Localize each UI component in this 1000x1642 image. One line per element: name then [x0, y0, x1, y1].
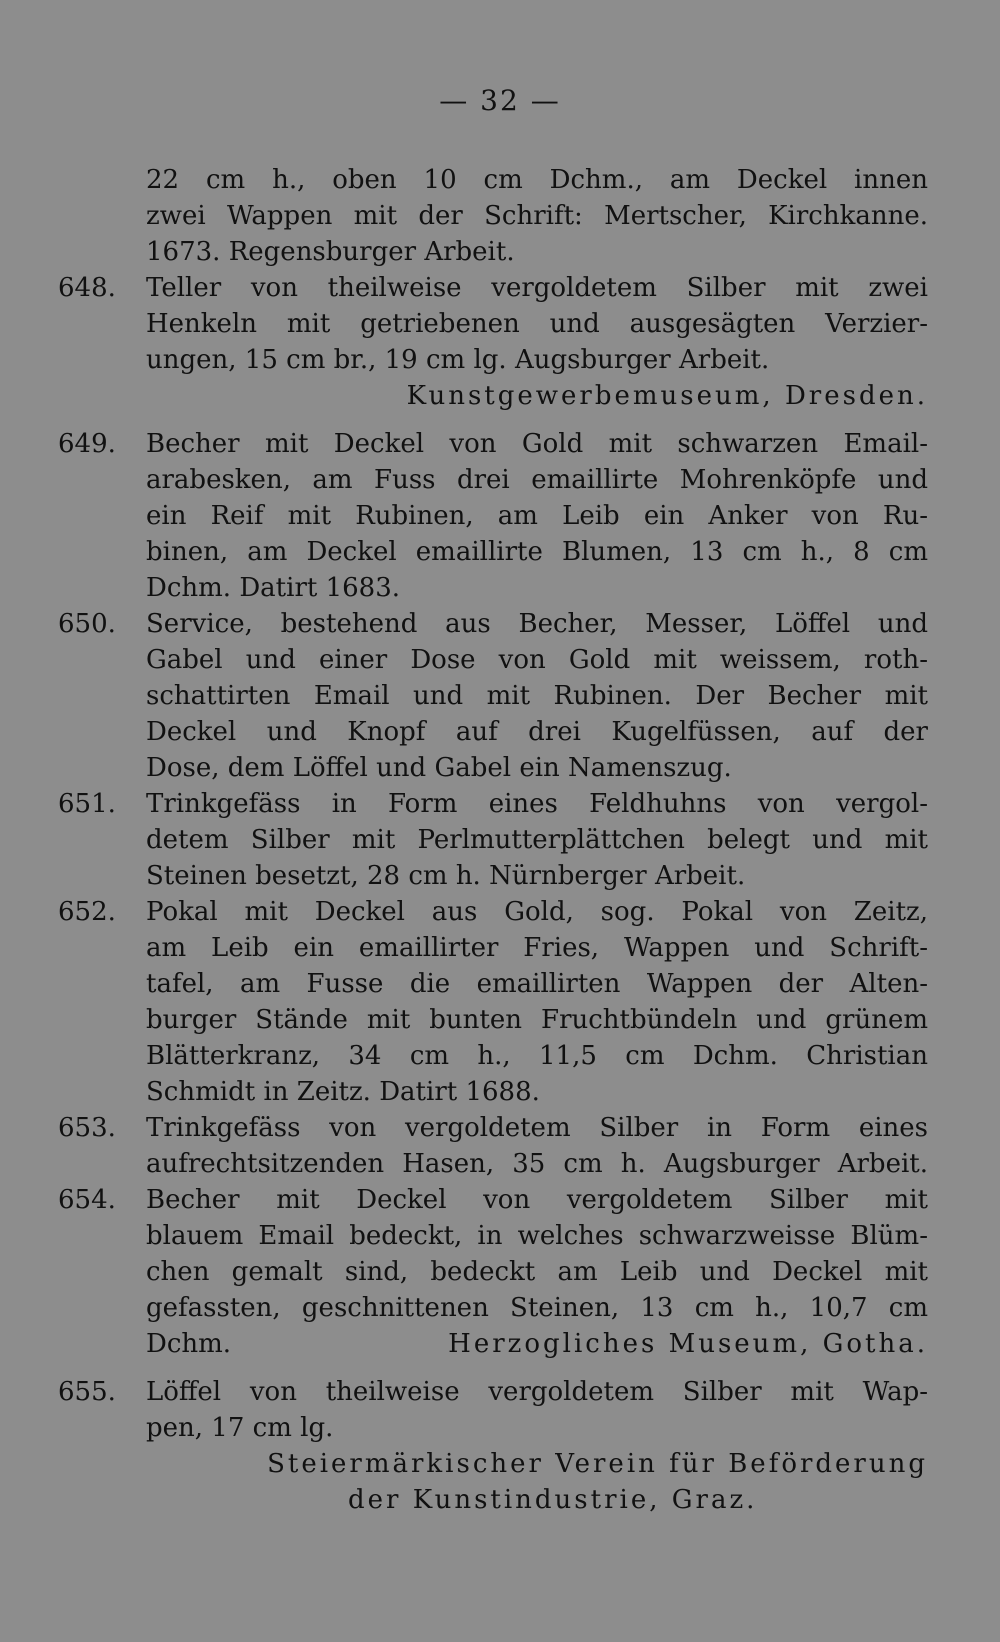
entry-number: 652.: [58, 897, 116, 927]
collection-credit: Steiermärkischer Verein für Beförderung: [267, 1449, 928, 1479]
text-line: ungen, 15 cm br., 19 cm lg. Augsburger Arbeit.: [146, 345, 770, 375]
text-line: tafel, am Fusse die emaillirten Wappen der Alten-: [146, 969, 928, 999]
entry-text: Becher mit Deckel von Gold mit schwarzen Email-: [146, 429, 928, 459]
text-line: arabesken, am Fuss drei emaillirte Mohrenköpfe und: [146, 465, 928, 495]
entry-number: 648.: [58, 273, 116, 303]
text-line: chen gemalt sind, bedeckt am Leib und Deckel mit: [146, 1257, 928, 1287]
text-line: zwei Wappen mit der Schrift: Mertscher, Kirchkanne.: [146, 201, 928, 231]
entry-text: Becher mit Deckel von vergoldetem Silber mit: [146, 1185, 928, 1215]
entry-gap: [58, 1362, 928, 1374]
entry-number: 655.: [58, 1377, 116, 1407]
text-line: [58, 894, 928, 930]
collection-credit: Kunstgewerbemuseum, Dresden.: [406, 381, 928, 411]
text-line: ein Reif mit Rubinen, am Leib ein Anker von Ru-: [146, 501, 928, 531]
text-line: Henkeln mit getriebenen und ausgesägten Verzier-: [146, 309, 928, 339]
text-line: Schmidt in Zeitz. Datirt 1688.: [146, 1077, 540, 1107]
text-line: detem Silber mit Perlmutterplättchen belegt und mit: [146, 825, 928, 855]
text-line: [58, 1110, 928, 1146]
text-line: [58, 1374, 928, 1410]
entry-number: 650.: [58, 609, 116, 639]
collection-credit: Herzogliches Museum, Gotha.: [448, 1329, 928, 1359]
catalog-entries: [58, 162, 928, 1518]
text-line: schattirten Email und mit Rubinen. Der Becher mit: [146, 681, 928, 711]
text-line: [58, 1326, 928, 1362]
collection-credit: der Kunstindustrie, Graz.: [348, 1485, 758, 1515]
text-line: gefassten, geschnittenen Steinen, 13 cm h., 10,7 cm: [146, 1293, 928, 1323]
text-line: Deckel und Knopf auf drei Kugelfüssen, auf der: [146, 717, 928, 747]
text-line: [58, 606, 928, 642]
entry-text: Service, bestehend aus Becher, Messer, Löffel und: [146, 609, 928, 639]
entry-text: Trinkgefäss in Form eines Feldhuhns von vergol-: [146, 789, 928, 819]
text-line: Steinen besetzt, 28 cm h. Nürnberger Arbeit.: [146, 861, 746, 891]
text-line: burger Stände mit bunten Fruchtbündeln und grünem: [146, 1005, 928, 1035]
entry-text: Löffel von theilweise vergoldetem Silber mit Wap-: [146, 1377, 928, 1407]
text-line: 22 cm h., oben 10 cm Dchm., am Deckel innen: [146, 165, 928, 195]
entry-number: 654.: [58, 1185, 116, 1215]
entry-text: Pokal mit Deckel aus Gold, sog. Pokal von Zeitz,: [146, 897, 928, 927]
text-line: [58, 786, 928, 822]
text-line: pen, 17 cm lg.: [146, 1413, 334, 1443]
text-line: [58, 426, 928, 462]
text-line: Blätterkranz, 34 cm h., 11,5 cm Dchm. Christian: [146, 1041, 928, 1071]
page-number: — 32 —: [439, 84, 561, 117]
text-line: Dchm. Datirt 1683.: [146, 573, 401, 603]
entry-number: 653.: [58, 1113, 116, 1143]
text-line: aufrechtsitzenden Hasen, 35 cm h. Augsburger Arbeit.: [146, 1149, 928, 1179]
text-line: am Leib ein emaillirter Fries, Wappen und Schrift-: [146, 933, 928, 963]
text-line: Gabel und einer Dose von Gold mit weissem, roth-: [146, 645, 928, 675]
text-line: 1673. Regensburger Arbeit.: [146, 237, 515, 267]
entry-text: Trinkgefäss von vergoldetem Silber in Form eines: [146, 1113, 928, 1143]
text-line: [58, 270, 928, 306]
text-line: binen, am Deckel emaillirte Blumen, 13 cm h., 8 cm: [146, 537, 928, 567]
entry-number: 651.: [58, 789, 116, 819]
entry-gap: [58, 414, 928, 426]
entry-number: 649.: [58, 429, 116, 459]
entry-text: Teller von theilweise vergoldetem Silber mit zwei: [146, 273, 928, 303]
text-line: blauem Email bedeckt, in welches schwarzweisse Blüm-: [146, 1221, 928, 1251]
text-line: Dose, dem Löffel und Gabel ein Namenszug.: [146, 753, 732, 783]
entry-text: Dchm.: [146, 1329, 232, 1359]
text-line: [58, 1182, 928, 1218]
